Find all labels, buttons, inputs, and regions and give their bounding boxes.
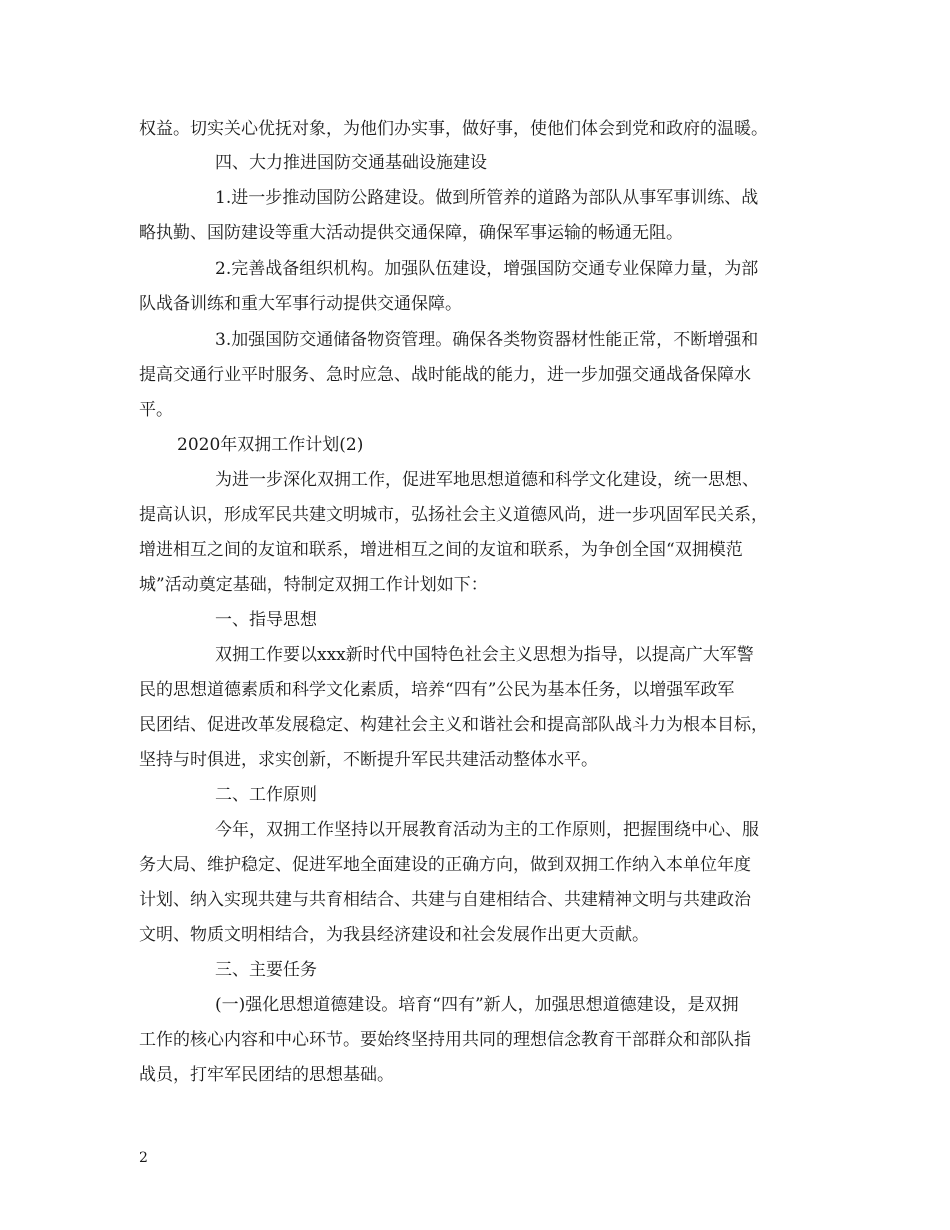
text-line: 今年，双拥工作坚持以开展教育活动为主的工作原则，把握围绕中心、服: [215, 820, 759, 840]
text-line: 略执勤、国防建设等重大活动提供交通保障，确保军事运输的畅通无阻。: [139, 223, 683, 243]
page-number: 2: [139, 1150, 148, 1166]
text-line: 务大局、维护稳定、促进军地全面建设的正确方向，做到双拥工作纳入本单位年度: [139, 855, 751, 875]
text-line: 城”活动奠定基础，特制定双拥工作计划如下：: [139, 575, 488, 595]
text-line: 双拥工作要以xxx新时代中国特色社会主义思想为指导，以提高广大军警: [215, 645, 754, 665]
section-heading: 三、主要任务: [215, 960, 317, 980]
text-line: 为进一步深化双拥工作，促进军地思想道德和科学文化建设，统一思想、: [215, 470, 759, 490]
text-line: 提高认识，形成军民共建文明城市，弘扬社会主义道德风尚，进一步巩固军民关系，: [139, 505, 768, 525]
text-line: 民团结、促进改革发展稳定、构建社会主义和谐社会和提高部队战斗力为根本目标，: [139, 715, 768, 735]
document-title: 2020年双拥工作计划(2): [177, 435, 364, 455]
text-line: 平。: [139, 400, 173, 420]
section-heading: 四、大力推进国防交通基础设施建设: [215, 153, 487, 173]
text-line: 工作的核心内容和中心环节。要始终坚持用共同的理想信念教育干部群众和部队指: [139, 1030, 751, 1050]
section-heading: 一、指导思想: [215, 610, 317, 630]
section-heading: 二、工作原则: [215, 785, 317, 805]
text-line: 1.进一步推动国防公路建设。做到所管养的道路为部队从事军事训练、战: [215, 188, 759, 208]
text-line: 文明、物质文明相结合，为我县经济建设和社会发展作出更大贡献。: [139, 925, 649, 945]
text-line: 3.加强国防交通储备物资管理。确保各类物资器材性能正常，不断增强和: [215, 330, 759, 350]
text-line: 权益。切实关心优抚对象，为他们办实事，做好事，使他们体会到党和政府的温暖。: [139, 119, 768, 139]
text-line: 队战备训练和重大军事行动提供交通保障。: [139, 294, 462, 314]
text-line: 计划、纳入实现共建与共育相结合、共建与自建相结合、共建精神文明与共建政治: [139, 890, 751, 910]
text-line: 2.完善战备组织机构。加强队伍建设，增强国防交通专业保障力量，为部: [215, 259, 759, 279]
text-line: 战员，打牢军民团结的思想基础。: [139, 1065, 394, 1085]
text-line: (一)强化思想道德建设。培育“四有”新人，加强思想道德建设，是双拥: [215, 995, 739, 1015]
text-line: 增进相互之间的友谊和联系，增进相互之间的友谊和联系，为争创全国“双拥模范: [139, 540, 743, 560]
text-line: 提高交通行业平时服务、急时应急、战时能战的能力，进一步加强交通战备保障水: [139, 365, 751, 385]
text-line: 民的思想道德素质和科学文化素质，培养“四有”公民为基本任务，以增强军政军: [139, 680, 735, 700]
text-line: 坚持与时俱进，求实创新，不断提升军民共建活动整体水平。: [139, 750, 598, 770]
